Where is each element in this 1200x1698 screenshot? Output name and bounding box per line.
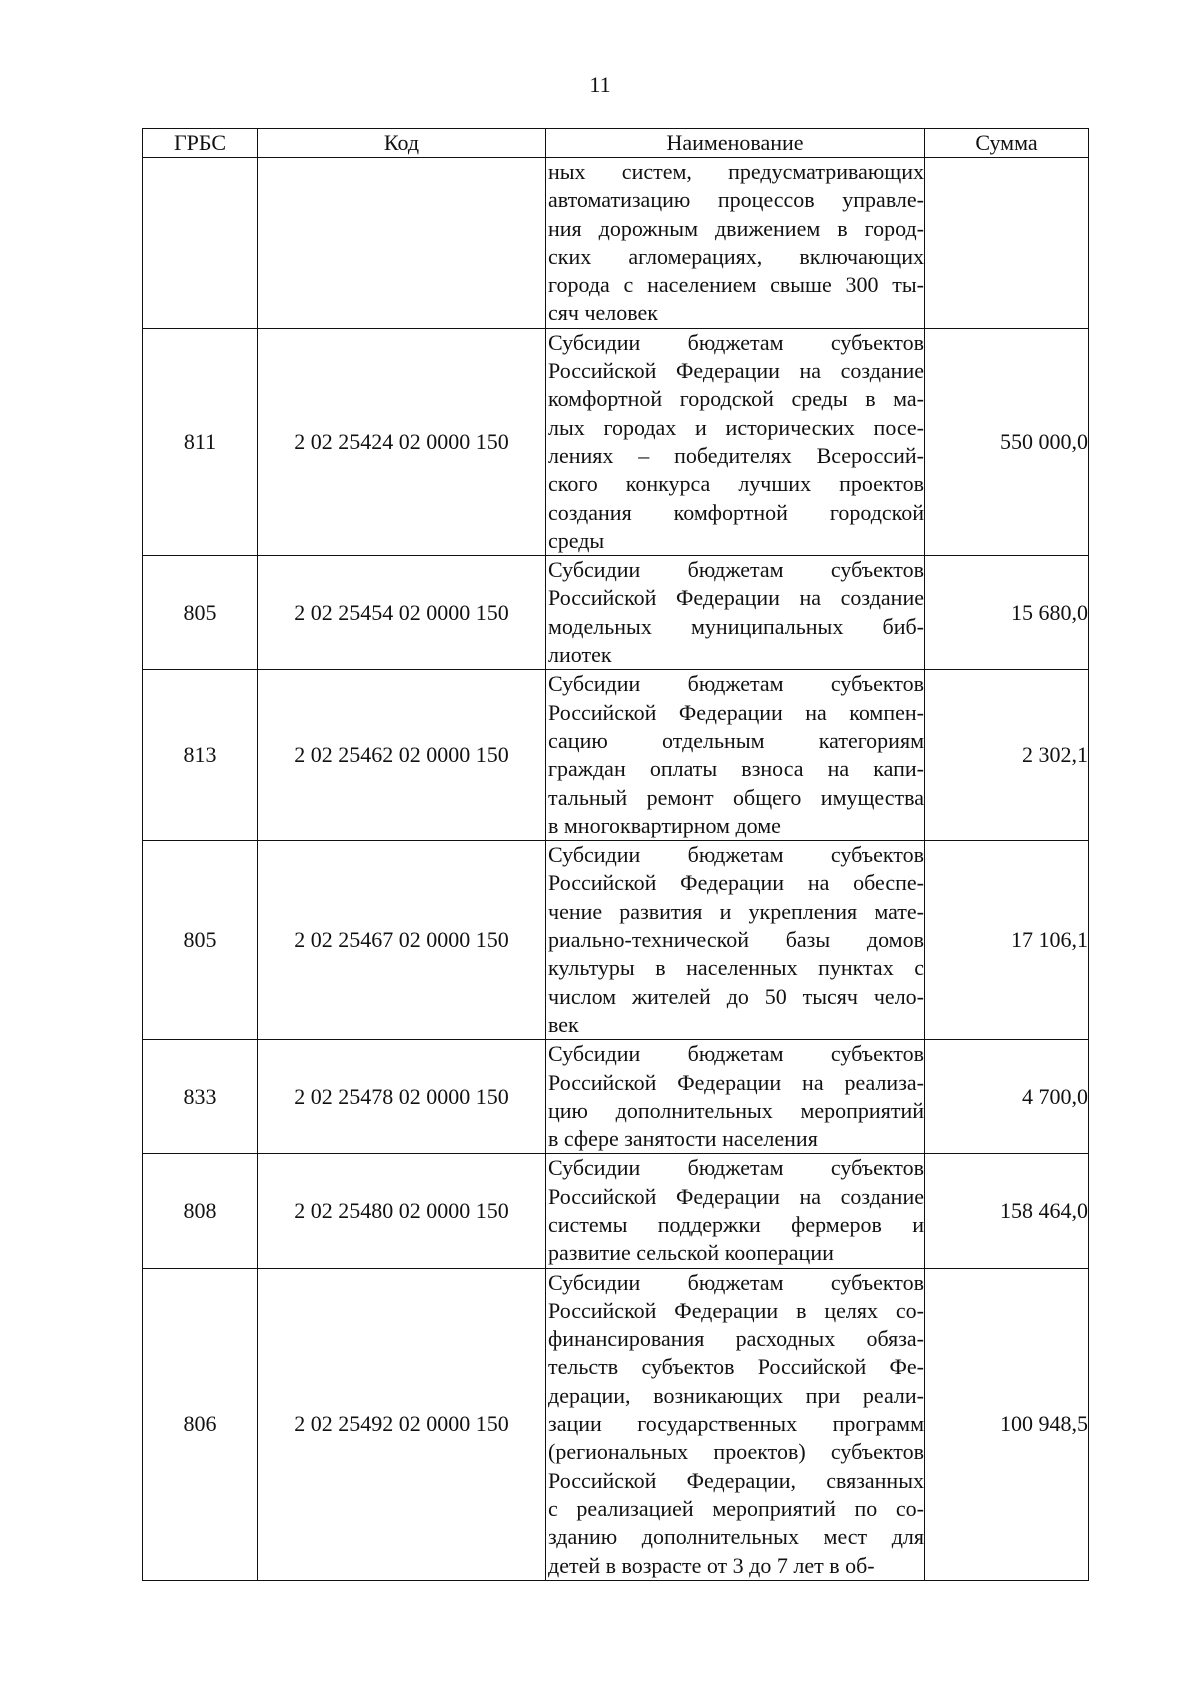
header-grbs: ГРБС [143, 129, 258, 158]
name-line: Российской Федерации на реализа- [548, 1069, 924, 1095]
name-cell [546, 1040, 925, 1154]
sum-cell: 100 948,5 [925, 1268, 1089, 1580]
code-cell: 2 02 25462 02 0000 150 [258, 670, 546, 841]
name-line: век [548, 1011, 579, 1037]
name-line: дерации, возникающих при реали- [548, 1382, 924, 1408]
sum-cell [925, 158, 1089, 329]
page-number: 11 [589, 72, 611, 97]
table-row [143, 841, 1089, 1040]
name-line: лиотек [548, 642, 612, 668]
name-cell [546, 841, 925, 1040]
grbs-cell: 806 [143, 1268, 258, 1580]
grbs-cell [143, 158, 258, 329]
table-row [143, 328, 1089, 555]
name-line: развитие сельской кооперации [548, 1240, 834, 1266]
header-sum: Сумма [925, 129, 1089, 158]
name-line: Субсидии бюджетам субъектов [548, 671, 924, 697]
code-cell: 2 02 25424 02 0000 150 [258, 328, 546, 555]
name-line: Субсидии бюджетам субъектов [548, 1155, 924, 1181]
budget-table [142, 128, 1089, 1581]
table-row [143, 1268, 1089, 1580]
name-line: Субсидии бюджетам субъектов [548, 1041, 924, 1067]
name-line: граждан оплаты взноса на капи- [548, 756, 924, 782]
code-cell: 2 02 25480 02 0000 150 [258, 1154, 546, 1268]
name-line: детей в возрасте от 3 до 7 лет в об- [548, 1552, 875, 1578]
name-line: ских агломерациях, включающих [548, 243, 924, 269]
grbs-cell: 808 [143, 1154, 258, 1268]
name-line: создания комфортной городской [548, 499, 924, 525]
table-row [143, 1040, 1089, 1154]
code-cell [258, 158, 546, 329]
sum-cell: 4 700,0 [925, 1040, 1089, 1154]
name-line: в многоквартирном доме [548, 812, 781, 838]
name-line: зации государственных программ [548, 1411, 924, 1437]
name-line: риально-технической базы домов [548, 927, 924, 953]
table-row [143, 556, 1089, 670]
name-line: лых городах и исторических посе- [548, 414, 924, 440]
name-cell [546, 556, 925, 670]
name-line: Российской Федерации на создание [548, 1183, 924, 1209]
name-cell [546, 670, 925, 841]
name-line: тальный ремонт общего имущества [548, 784, 924, 810]
grbs-cell: 833 [143, 1040, 258, 1154]
name-line: (региональных проектов) субъектов [548, 1439, 924, 1465]
header-name: Наименование [546, 129, 925, 158]
name-line: Российской Федерации, связанных [548, 1467, 924, 1493]
name-line: ния дорожным движением в город- [548, 215, 924, 241]
sum-cell: 15 680,0 [925, 556, 1089, 670]
code-cell: 2 02 25454 02 0000 150 [258, 556, 546, 670]
name-line: зданию дополнительных мест для [548, 1524, 924, 1550]
name-line: Субсидии бюджетам субъектов [548, 842, 924, 868]
name-line: сацию отдельным категориям [548, 727, 924, 753]
sum-cell: 158 464,0 [925, 1154, 1089, 1268]
name-line: ных систем, предусматривающих [548, 159, 924, 184]
name-cell [546, 328, 925, 555]
table-body [143, 158, 1089, 1581]
name-line: ского конкурса лучших проектов [548, 471, 924, 497]
name-cell [546, 158, 925, 329]
table-row [143, 1154, 1089, 1268]
name-line: системы поддержки фермеров и [548, 1211, 924, 1237]
name-line: Российской Федерации на компен- [548, 699, 924, 725]
name-line: числом жителей до 50 тысяч чело- [548, 983, 924, 1009]
sum-cell: 550 000,0 [925, 328, 1089, 555]
name-line: среды [548, 527, 605, 553]
name-line: Субсидии бюджетам субъектов [548, 557, 924, 583]
name-line: автоматизацию процессов управле- [548, 187, 924, 213]
code-cell: 2 02 25467 02 0000 150 [258, 841, 546, 1040]
name-line: в сфере занятости населения [548, 1126, 818, 1152]
sum-cell: 2 302,1 [925, 670, 1089, 841]
name-line: города с населением свыше 300 ты- [548, 272, 924, 298]
table-row [143, 158, 1089, 329]
code-cell: 2 02 25492 02 0000 150 [258, 1268, 546, 1580]
grbs-cell: 805 [143, 841, 258, 1040]
name-cell [546, 1268, 925, 1580]
name-line: финансирования расходных обяза- [548, 1326, 924, 1352]
name-line: тельств субъектов Российской Фе- [548, 1354, 924, 1380]
name-line: культуры в населенных пунктах с [548, 955, 924, 981]
name-line: сяч человек [548, 300, 658, 326]
name-line: Субсидии бюджетам субъектов [548, 1269, 924, 1295]
name-line: Российской Федерации в целях со- [548, 1297, 924, 1323]
table-header [143, 129, 1089, 158]
name-line: цию дополнительных мероприятий [548, 1097, 924, 1123]
name-line: Российской Федерации на создание [548, 585, 924, 611]
name-line: Российской Федерации на создание [548, 358, 924, 384]
header-code: Код [258, 129, 546, 158]
code-cell: 2 02 25478 02 0000 150 [258, 1040, 546, 1154]
name-cell [546, 1154, 925, 1268]
grbs-cell: 811 [143, 328, 258, 555]
header-row [143, 129, 1089, 158]
table-row [143, 670, 1089, 841]
name-line: Субсидии бюджетам субъектов [548, 329, 924, 355]
name-line: Российской Федерации на обеспе- [548, 870, 924, 896]
name-line: чение развития и укрепления мате- [548, 898, 924, 924]
sum-cell: 17 106,1 [925, 841, 1089, 1040]
name-line: лениях – победителях Всероссий- [548, 442, 924, 468]
name-line: комфортной городской среды в ма- [548, 386, 924, 412]
name-line: с реализацией мероприятий по со- [548, 1495, 924, 1521]
name-line: модельных муниципальных биб- [548, 613, 924, 639]
grbs-cell: 805 [143, 556, 258, 670]
grbs-cell: 813 [143, 670, 258, 841]
